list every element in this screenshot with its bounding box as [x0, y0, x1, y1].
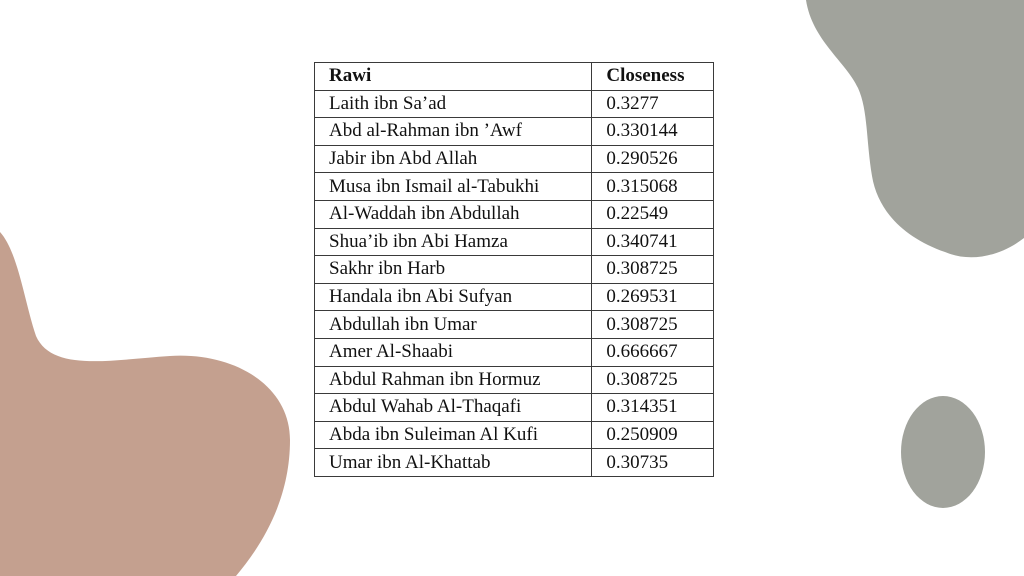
- table-header-row: [315, 63, 714, 91]
- table-row: [315, 173, 714, 201]
- closeness-cell: 0.314351: [592, 394, 714, 422]
- closeness-cell: 0.308725: [592, 256, 714, 284]
- gray-oval-blob: [901, 396, 985, 508]
- rawi-cell: Musa ibn Ismail al-Tabukhi: [315, 173, 592, 201]
- closeness-cell: 0.308725: [592, 366, 714, 394]
- header-closeness: Closeness: [592, 63, 714, 91]
- rawi-cell: Al-Waddah ibn Abdullah: [315, 200, 592, 228]
- table-row: [315, 90, 714, 118]
- table-row: [315, 394, 714, 422]
- table-row: [315, 338, 714, 366]
- table-row: [315, 449, 714, 477]
- table-row: [315, 421, 714, 449]
- table-container: [314, 62, 714, 477]
- rawi-cell: Abdullah ibn Umar: [315, 311, 592, 339]
- table-row: [315, 283, 714, 311]
- closeness-cell: 0.290526: [592, 145, 714, 173]
- table-row: [315, 118, 714, 146]
- gray-blob-top-right: [806, 0, 1024, 257]
- table-row: [315, 311, 714, 339]
- rawi-cell: Shua’ib ibn Abi Hamza: [315, 228, 592, 256]
- closeness-cell: 0.30735: [592, 449, 714, 477]
- table-row: [315, 145, 714, 173]
- closeness-cell: 0.22549: [592, 200, 714, 228]
- rawi-cell: Abd al-Rahman ibn ’Awf: [315, 118, 592, 146]
- rawi-cell: Jabir ibn Abd Allah: [315, 145, 592, 173]
- closeness-cell: 0.269531: [592, 283, 714, 311]
- rawi-cell: Amer Al-Shaabi: [315, 338, 592, 366]
- closeness-cell: 0.315068: [592, 173, 714, 201]
- closeness-cell: 0.3277: [592, 90, 714, 118]
- rawi-cell: Sakhr ibn Harb: [315, 256, 592, 284]
- closeness-cell: 0.250909: [592, 421, 714, 449]
- closeness-cell: 0.330144: [592, 118, 714, 146]
- rawi-cell: Abda ibn Suleiman Al Kufi: [315, 421, 592, 449]
- table-row: [315, 256, 714, 284]
- table-row: [315, 366, 714, 394]
- closeness-cell: 0.666667: [592, 338, 714, 366]
- table-row: [315, 200, 714, 228]
- tan-blob-shape: [0, 232, 290, 576]
- closeness-table: [314, 62, 714, 477]
- header-rawi: Rawi: [315, 63, 592, 91]
- rawi-cell: Laith ibn Sa’ad: [315, 90, 592, 118]
- closeness-cell: 0.340741: [592, 228, 714, 256]
- rawi-cell: Abdul Rahman ibn Hormuz: [315, 366, 592, 394]
- table-row: [315, 228, 714, 256]
- closeness-cell: 0.308725: [592, 311, 714, 339]
- rawi-cell: Handala ibn Abi Sufyan: [315, 283, 592, 311]
- rawi-cell: Abdul Wahab Al-Thaqafi: [315, 394, 592, 422]
- rawi-cell: Umar ibn Al-Khattab: [315, 449, 592, 477]
